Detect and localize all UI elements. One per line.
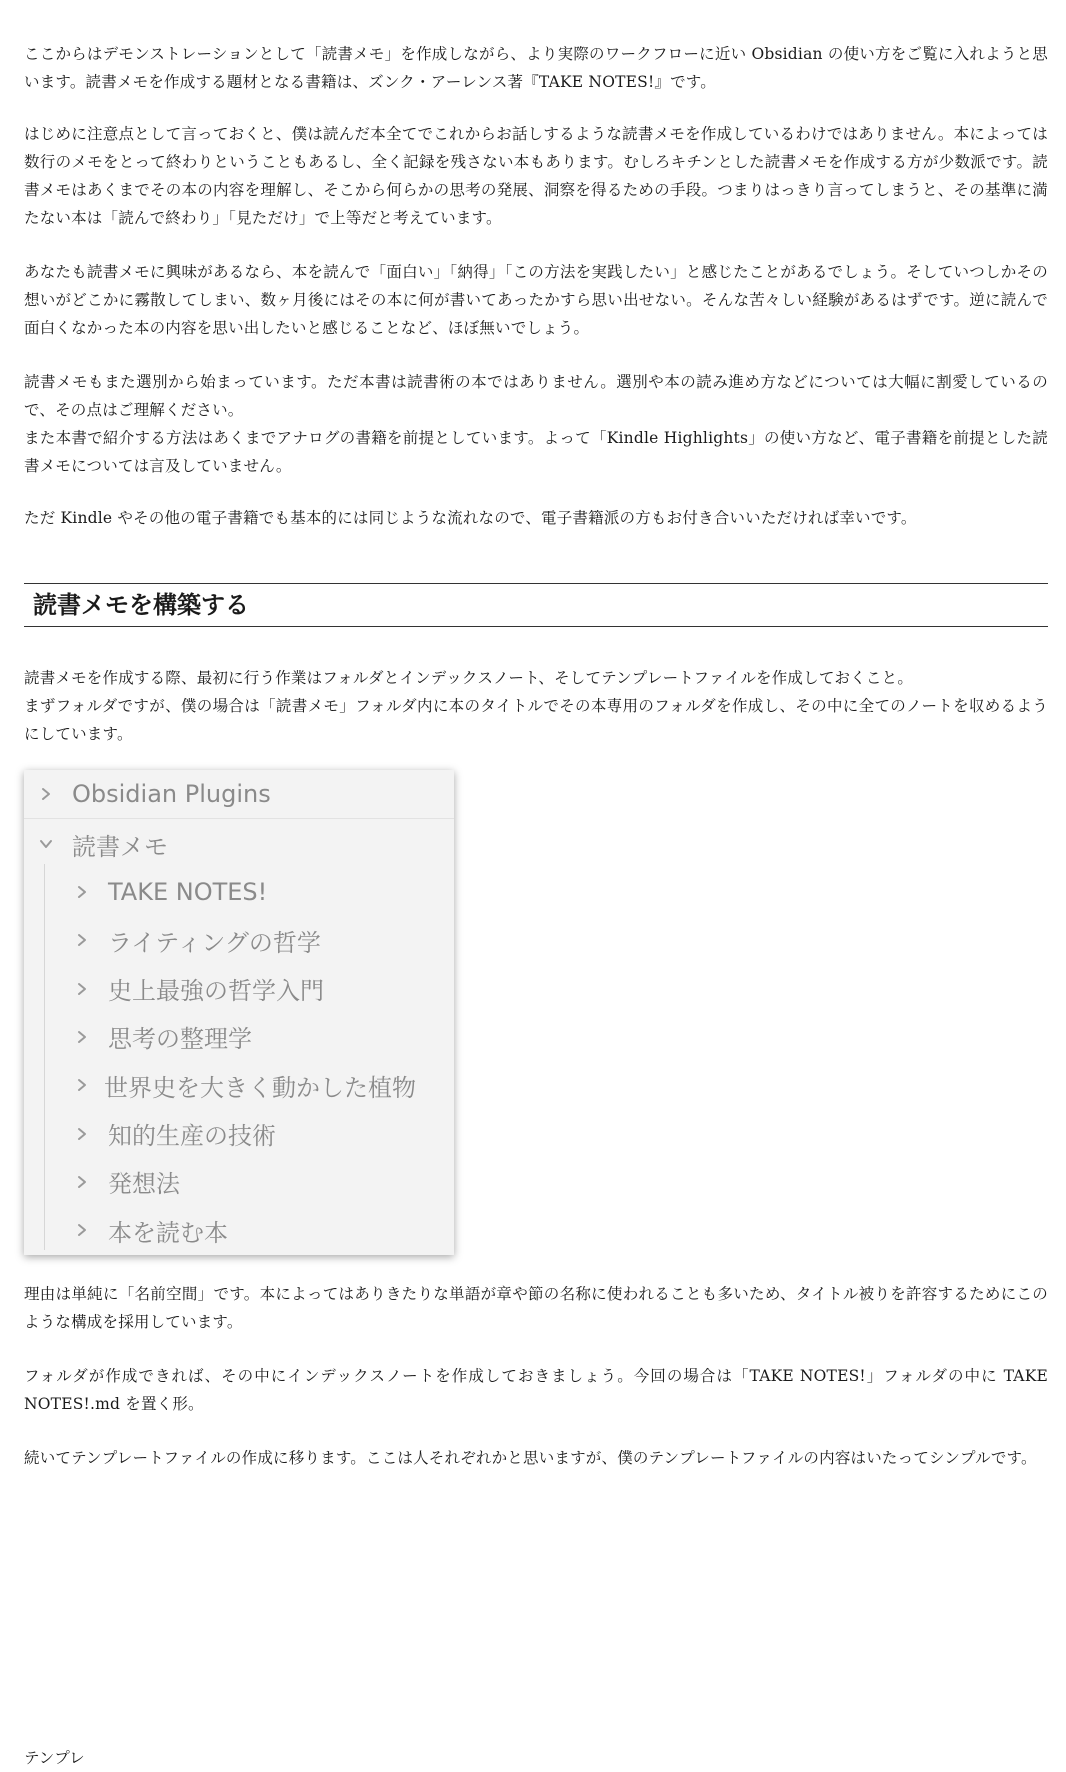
intro-paragraph-2: はじめに注意点として言っておくと、僕は読んだ本全てでこれからお話しするような読書メモを作成しているわけではありません。本によっては数行のメモをとって終わりということもあるし、全く記録を残さない本もあります。むしろキチンとした読書メモを作成する方が少数派です。読書メモはあくまでその本の内容を理解し、そこから何らかの思考の発展、洞察を得るための手段。つまりはっきり言ってしまうと、その基準に満たない本は「読んで終わり」「見ただけ」で上等だと考えています。 [24,125,1048,227]
cut-off-text: テンプレ [24,1749,85,1767]
tree-folder-book[interactable] [24,1206,228,1254]
section-paragraph-1 [24,664,1048,748]
tree-folder-book[interactable] [24,1013,252,1061]
chevron-right-icon [74,981,90,997]
intro-paragraph-3: あなたも読書メモに興味があるなら、本を読んで「面白い」「納得」「この方法を実践したい」と感じたことがあるでしょう。そしていつしかその想いがどこかに霧散してしまい、数ヶ月後にはその本に何が書いてあったかすら思い出せない。そんな苦々しい経験があるはずです。逆に読んで面白くなかった本の内容を思い出したいと感じることなど、ほぼ無いでしょう。 [24,263,1048,337]
chevron-down-icon [38,836,54,852]
tree-folder-label: 本を読む本 [108,1218,228,1247]
section-paragraph-4: 続いてテンプレートファイルの作成に移ります。ここは人それぞれかと思いますが、僕のテンプレートファイルの内容はいたってシンプルです。 [24,1449,1037,1467]
tree-folder-book[interactable] [24,916,321,964]
section-title: 読書メモを構築する [33,590,249,619]
tree-folder-label: 世界史を大きく動かした植物 [104,1073,416,1102]
intro-paragraph-4 [24,368,1048,480]
section-heading-bar [24,583,1048,627]
tree-folder-reading-notes[interactable] [24,820,168,868]
intro-paragraph-5: ただ Kindle やその他の電子書籍でも基本的には同じような流れなので、電子書籍派の方もお付き合いいただければ幸いです。 [24,509,917,527]
tree-folder-book[interactable] [24,1110,276,1158]
section-paragraph-2: 理由は単純に「名前空間」です。本によってはありきたりな単語が章や節の名称に使われることも多いため、タイトル被りを許容するためにこのような構成を採用しています。 [24,1285,1048,1331]
tree-folder-label: 知的生産の技術 [108,1122,276,1150]
tree-folder-book[interactable] [24,868,267,916]
chevron-right-icon [74,1126,90,1142]
tree-folder-label: ライティングの哲学 [108,928,321,957]
section-paragraph-1b: まずフォルダですが、僕の場合は「読書メモ」フォルダ内に本のタイトルでその本専用のフォルダを作成し、その中に全てのノートを収めるようにしています。 [24,697,1048,743]
chevron-right-icon [74,1029,90,1045]
intro-paragraph-4b: また本書で紹介する方法はあくまでアナログの書籍を前提としています。よって「Kindle Highlights」の使い方など、電子書籍を前提とした読書メモについては言及していません。 [24,429,1048,475]
chevron-right-icon [74,1077,90,1093]
chevron-right-icon [74,932,90,948]
chevron-right-icon [38,786,54,802]
chevron-right-icon [74,1222,90,1238]
tree-folder-label: 史上最強の哲学入門 [108,977,324,1006]
tree-folder-obsidian-plugins[interactable] [24,770,454,819]
tree-folder-book[interactable] [24,965,324,1013]
tree-folder-label: 読書メモ [72,832,168,861]
intro-paragraph-4a: 読書メモもまた選別から始まっています。ただ本書は読書術の本ではありません。選別や本の読み進め方などについては大幅に割愛しているので、その点はご理解ください。 [24,373,1048,419]
tree-folder-book[interactable] [24,1158,180,1206]
tree-folder-book[interactable] [24,1061,416,1109]
chevron-right-icon [74,884,90,900]
section-paragraph-1a: 読書メモを作成する際、最初に行う作業はフォルダとインデックスノート、そしてテンプレートファイルを作成しておくこと。 [24,669,914,687]
chevron-right-icon [74,1174,90,1190]
folder-tree-screenshot [24,770,454,1255]
tree-folder-label: TAKE NOTES! [108,878,268,906]
tree-folder-label: 思考の整理学 [108,1025,252,1054]
section-paragraph-3: フォルダが作成できれば、その中にインデックスノートを作成しておきましょう。今回の場合は「TAKE NOTES!」フォルダの中に TAKE NOTES!.md を置く形。 [24,1367,1048,1413]
tree-folder-label: Obsidian Plugins [72,780,271,808]
intro-paragraph-1: ここからはデモンストレーションとして「読書メモ」を作成しながら、より実際のワークフローに近い Obsidian の使い方をご覧に入れようと思います。読書メモを作成する題材となる書籍は、ズンク・アーレンス著『TAKE NOTES!』です。 [24,45,1048,91]
tree-folder-label: 発想法 [108,1170,180,1199]
